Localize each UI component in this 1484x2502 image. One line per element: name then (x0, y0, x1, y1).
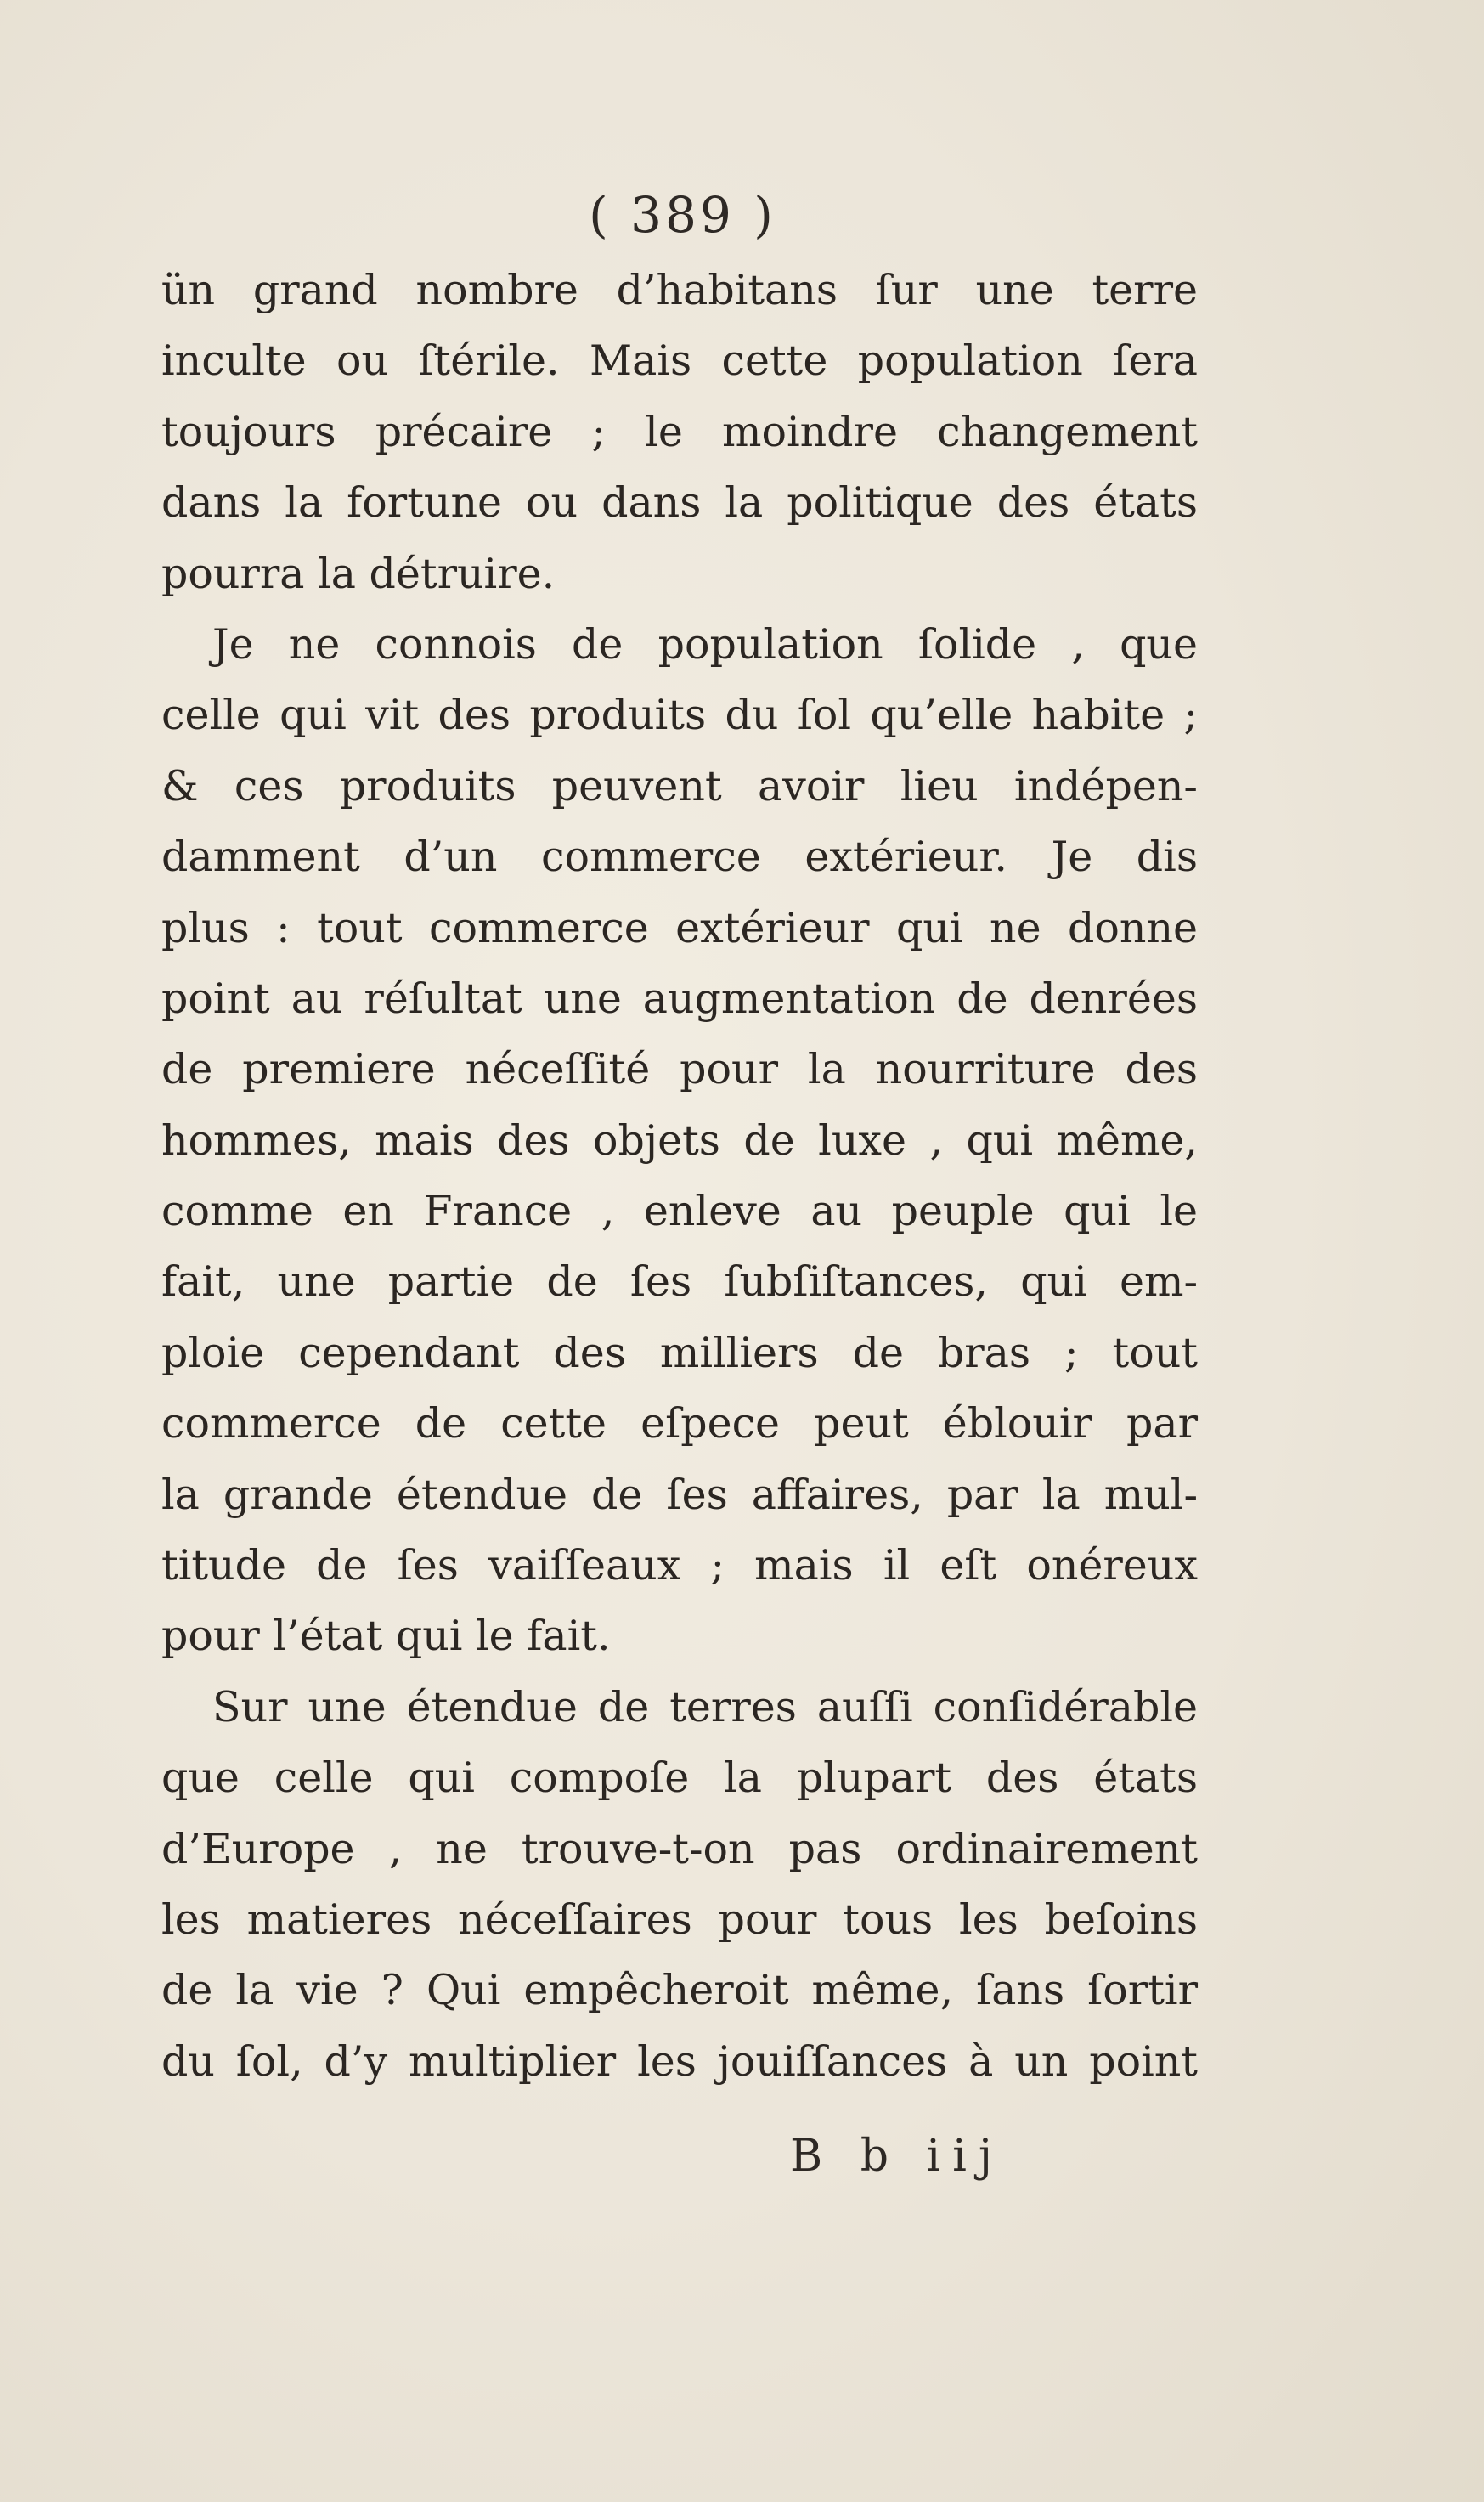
text-line: damment d’un commerce extérieur. Je dis (161, 833, 1198, 882)
text-line: Je ne connois de population ſolide , que (212, 619, 1198, 669)
text-line: inculte ou ſtérile. Mais cette population ſera (161, 336, 1198, 386)
text-line: plus : tout commerce extérieur qui ne donne (161, 903, 1198, 952)
text-line: point au réſultat une augmentation de denrées (161, 974, 1198, 1023)
text-line: fait, une partie de ſes ſubſiſtances, qui em- (161, 1257, 1198, 1307)
page-header (0, 177, 1484, 253)
text-line: ün grand nombre d’habitans ſur une terre (161, 266, 1198, 314)
text-line: celle qui vit des produits du ſol qu’elle habite ; (161, 691, 1198, 740)
body-text (161, 255, 1198, 2097)
text-line: du ſol, d’y multiplier les jouiſſances à un point (161, 2036, 1198, 2086)
text-line: d’Europe , ne trouve-t-on pas ordinairement (161, 1824, 1198, 1873)
page-number: ( 389 ) (589, 186, 776, 244)
text-line: de premiere néceſſité pour la nourriture des (161, 1045, 1198, 1094)
text-line: que celle qui compoſe la plupart des états (161, 1754, 1198, 1803)
text-line: ploie cependant des milliers de bras ; tout (161, 1328, 1198, 1377)
text-line: Sur une étendue de terres auſſi conſidérable (212, 1682, 1198, 1731)
text-line: titude de ſes vaiſſeaux ; mais il eſt onéreux (161, 1541, 1198, 1590)
text-line: comme en France , enleve au peuple qui le (161, 1187, 1198, 1236)
text-line: dans la fortune ou dans la politique des états (161, 478, 1198, 528)
text-line: pour l’état qui le fait. (161, 1612, 611, 1661)
text-line: les matieres néceſſaires pour tous les beſoins (161, 1895, 1198, 1944)
text-line: de la vie ? Qui empêcheroit même, ſans ſortir (161, 1966, 1198, 2015)
text-line: la grande étendue de ſes affaires, par la mul- (161, 1470, 1198, 1519)
text-line: pourra la détruire. (161, 549, 556, 598)
text-line: commerce de cette eſpece peut éblouir par (161, 1399, 1198, 1449)
text-line: & ces produits peuvent avoir lieu indépen- (161, 761, 1198, 810)
text-line: toujours précaire ; le moindre changement (161, 407, 1198, 456)
text-line: hommes, mais des objets de luxe , qui même, (161, 1115, 1198, 1165)
signature-mark: B b iij (790, 2131, 1004, 2182)
